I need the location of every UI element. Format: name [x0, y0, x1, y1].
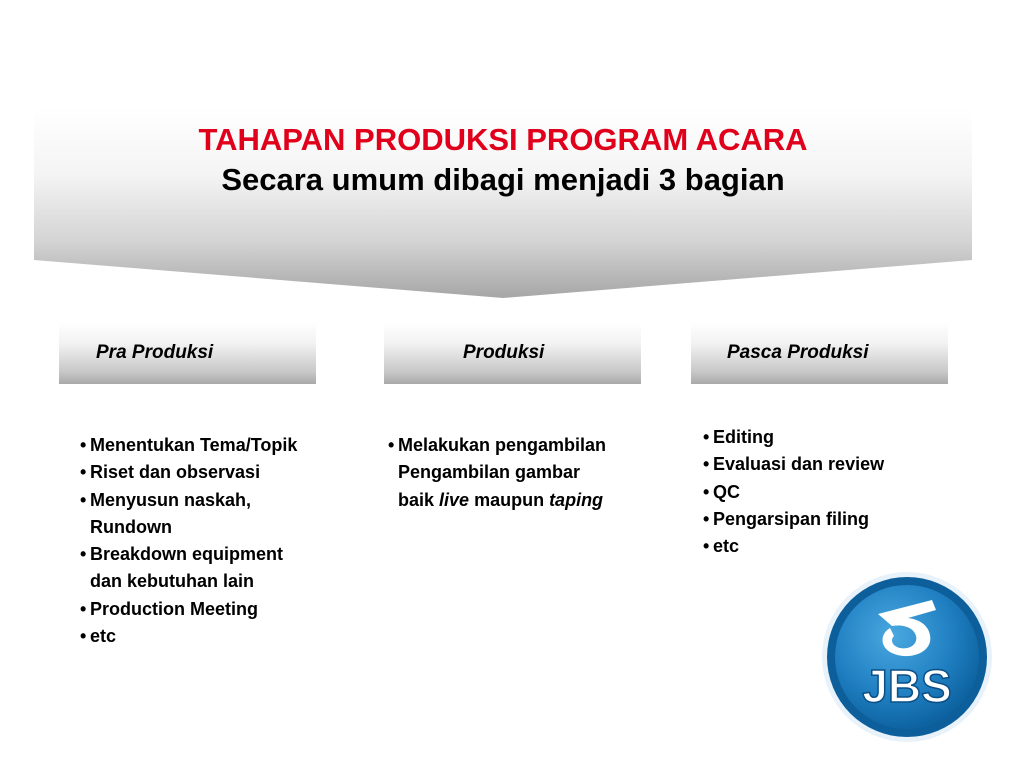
logo-text: JBS [862, 660, 952, 712]
list-item: • Editing [703, 424, 884, 451]
list-item: • etc [703, 533, 884, 560]
phase-box-produksi [384, 322, 641, 384]
list-item: • Breakdown equipment dan kebutuhan lain [80, 541, 297, 596]
jbs-logo [820, 570, 994, 744]
page-title: TAHAPAN PRODUKSI PROGRAM ACARA [198, 122, 808, 157]
pasca-produksi-list [703, 424, 884, 560]
produksi-list [388, 432, 606, 514]
phase-label: Pasca Produksi [727, 342, 869, 363]
list-item: • QC [703, 479, 884, 506]
list-item: • Pengarsipan filing [703, 506, 884, 533]
list-item: • Menentukan Tema/Topik [80, 432, 297, 459]
list-item: • etc [80, 623, 297, 650]
list-item: • Production Meeting [80, 596, 297, 623]
list-item: • Menyusun naskah, Rundown [80, 487, 297, 542]
phase-label: Produksi [463, 342, 545, 363]
list-item: • Riset dan observasi [80, 459, 297, 486]
phase-label: Pra Produksi [96, 342, 214, 363]
list-item: • Melakukan pengambilan Pengambilan gambar baik live maupun taping [388, 432, 606, 514]
page-subtitle: Secara umum dibagi menjadi 3 bagian [221, 162, 785, 197]
title-block [34, 120, 972, 200]
list-item: • Evaluasi dan review [703, 451, 884, 478]
phase-box-pasca-produksi [691, 322, 948, 384]
phase-box-pra-produksi [59, 322, 316, 384]
pra-produksi-list [80, 432, 297, 650]
